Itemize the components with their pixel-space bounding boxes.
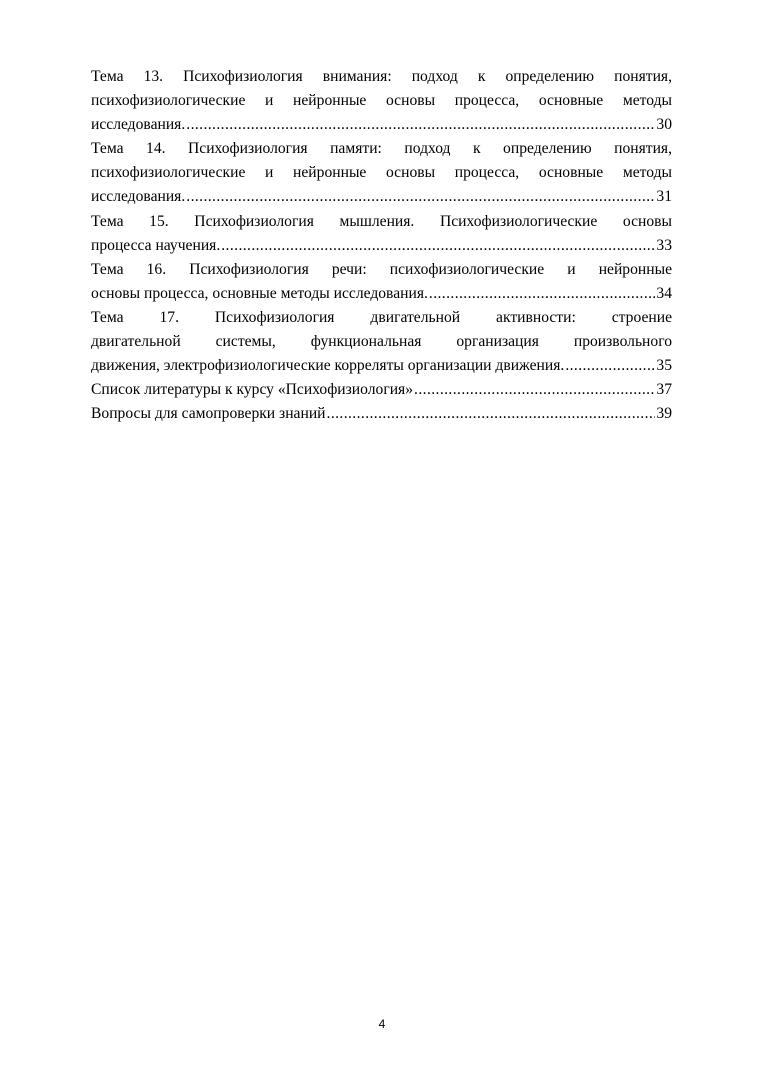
toc-entry-text-line: двигательной системы, функциональная организация произвольного <box>91 333 672 351</box>
toc-entry-topic-14[interactable] <box>91 137 672 209</box>
toc-entry-text-line: Тема 17. Психофизиология двигательной активности: строение <box>91 308 672 326</box>
toc-entry-text: движения, электрофизиологические корреляты организации движения. <box>91 357 565 375</box>
toc-page-number: 39 <box>656 405 672 423</box>
dot-leader <box>565 354 655 378</box>
toc-page-number: 37 <box>656 381 672 399</box>
toc-entry-text: Вопросы для самопроверки знаний <box>91 405 326 423</box>
toc-entry-topic-15[interactable] <box>91 210 672 258</box>
toc-page-number: 35 <box>656 357 672 375</box>
toc-entry-text: процесса научения. <box>91 236 221 254</box>
toc-entry-topic-17[interactable] <box>91 306 672 378</box>
toc-entry-topic-16[interactable] <box>91 258 672 306</box>
toc-entry-text-line: Тема 13. Психофизиология внимания: подход к определению понятия, <box>91 68 672 85</box>
dot-leader <box>327 402 656 426</box>
toc-entry-text-line: психофизиологические и нейронные основы процесса, основные методы <box>91 92 672 110</box>
toc-entry-text: исследования. <box>91 188 186 206</box>
toc-entry-text-line: Тема 15. Психофизиология мышления. Психофизиологические основы <box>91 212 672 230</box>
toc-entry-text: основы процесса, основные методы исследования. <box>91 284 428 302</box>
toc-entry-text: Список литературы к курсу «Психофизиология» <box>91 381 414 399</box>
toc-entry-last-line <box>91 113 672 137</box>
toc-entry-last-line <box>91 354 672 378</box>
toc-page-number: 30 <box>656 116 672 134</box>
dot-leader <box>186 113 655 137</box>
dot-leader <box>186 185 655 209</box>
toc-entry-bibliography[interactable] <box>91 378 672 402</box>
page-footer-number: 4 <box>378 1017 386 1031</box>
table-of-contents <box>91 65 672 426</box>
toc-entry-text-line: Тема 16. Психофизиология речи: психофизиологические и нейронные <box>91 260 672 278</box>
toc-page-number: 31 <box>656 188 672 206</box>
toc-page-number: 33 <box>656 236 672 254</box>
toc-entry-text: исследования. <box>91 116 186 134</box>
dot-leader <box>414 378 655 402</box>
dot-leader <box>429 282 656 306</box>
toc-entry-last-line <box>91 282 672 306</box>
toc-entry-last-line <box>91 378 672 402</box>
toc-entry-text-line: Тема 14. Психофизиология памяти: подход к определению понятия, <box>91 140 672 158</box>
toc-entry-self-check-questions[interactable] <box>91 402 672 426</box>
toc-entry-last-line <box>91 402 672 426</box>
toc-entry-last-line <box>91 185 672 209</box>
toc-entry-topic-13[interactable] <box>91 65 672 137</box>
toc-entry-text-line: психофизиологические и нейронные основы процесса, основные методы <box>91 164 672 182</box>
dot-leader <box>221 234 655 258</box>
toc-entry-last-line <box>91 234 672 258</box>
toc-page-number: 34 <box>656 284 672 302</box>
